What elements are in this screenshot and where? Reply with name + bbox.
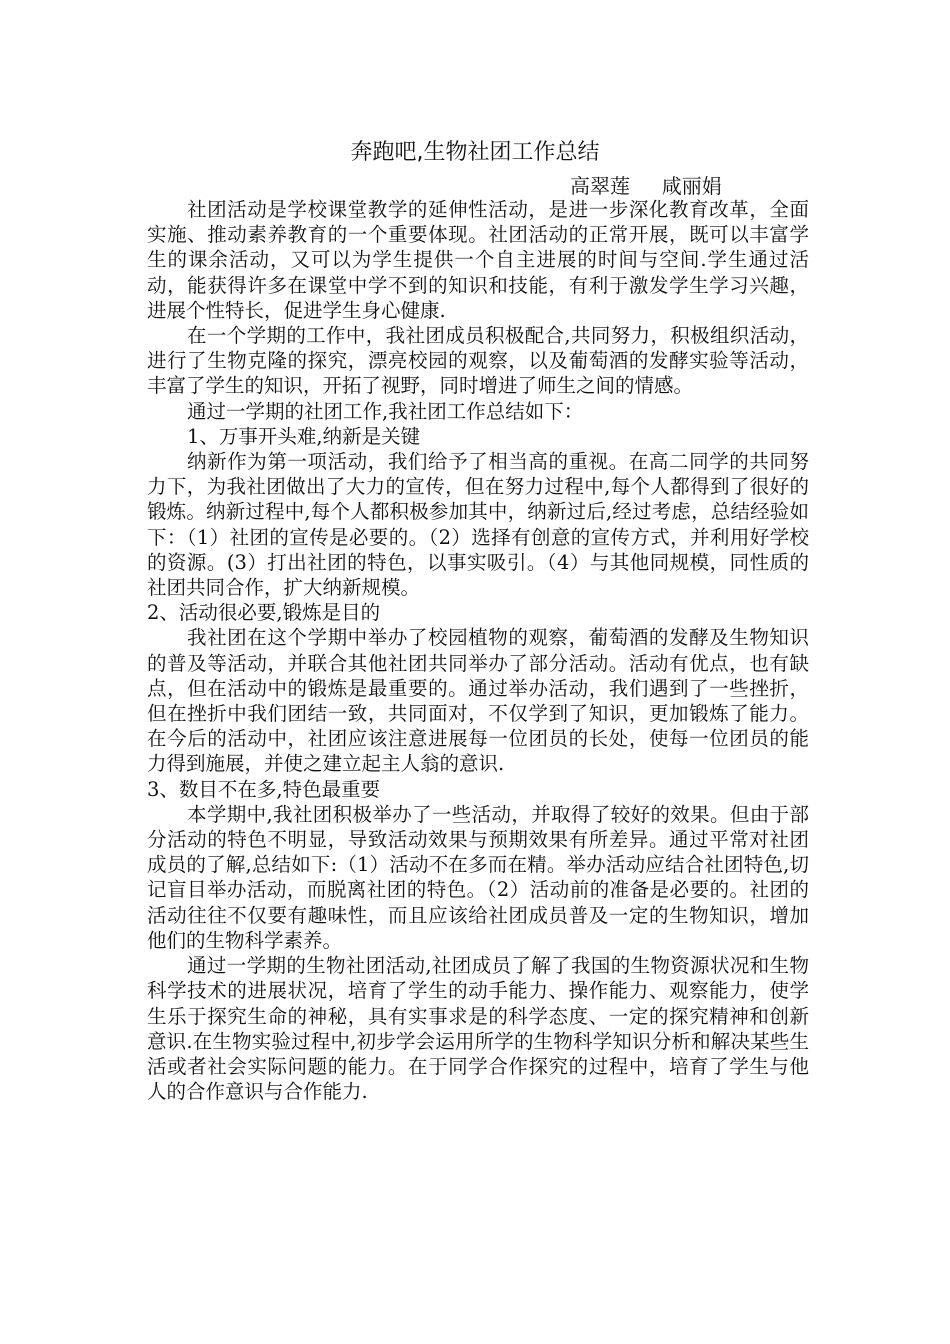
section-heading-1: 1、万事开头难,纳新是关键: [187, 424, 421, 448]
paragraph-recruitment: 纳新作为第一项活动，我们给予了相当高的重视。在高二同学的共同努力下，为我社团做出了大力的宣传，但在努力过程中,每个人都得到了很好的锻炼。纳新过程中,每个人都积极参加其中，纳新过后,经过考虑，总结经验如下：（1）社团的宣传是必要的。（2）选择有创意的宣传方式，并利用好学校的资源。(3）打出社团的特色，以事实吸引。（4）与其他同规模，同性质的社团共同合作，扩大纳新规模。: [147, 450, 809, 600]
document-authors: 高翠莲 咸丽娟: [570, 174, 722, 198]
document-title: 奔跑吧,生物社团工作总结: [350, 140, 600, 165]
paragraph-semester-work: 在一个学期的工作中，我社团成员积极配合,共同努力，积极组织活动，进行了生物克隆的探究，漂亮校园的观察，以及葡萄酒的发酵实验等活动，丰富了学生的知识，开拓了视野，同时增进了师生之间的情感。: [147, 324, 809, 398]
paragraph-summary-lead: 通过一学期的社团工作,我社团工作总结如下：: [187, 399, 584, 423]
section-heading-3: 3、数目不在多,特色最重要: [147, 777, 381, 801]
section-heading-2: 2、活动很必要,锻炼是目的: [147, 601, 381, 625]
document-body: [147, 197, 809, 1104]
paragraph-conclusion: 通过一学期的生物社团活动,社团成员了解了我国的生物资源状况和生物科学技术的进展状况，培育了学生的动手能力、操作能力、观察能力，使学生乐于探究生命的神秘，具有实事求是的科学态度、一定的探究精神和创新意识.在生物实验过程中,初步学会运用所学的生物科学知识分析和解决某些生活或者社会实际问题的能力。在于同学合作探究的过程中，培育了学生与他人的合作意识与合作能力.: [147, 954, 809, 1104]
paragraph-features: 本学期中,我社团积极举办了一些活动，并取得了较好的效果。但由于部分活动的特色不明显，导致活动效果与预期效果有所差异。通过平常对社团成员的了解,总结如下:（1）活动不在多而在精。举办活动应结合社团特色,切记盲目举办活动，而脱离社团的特色。（2）活动前的准备是必要的。社团的活动往往不仅要有趣味性，而且应该给社团成员普及一定的生物知识，增加他们的生物科学素养。: [147, 802, 809, 952]
paragraph-activities: 我社团在这个学期中举办了校园植物的观察，葡萄酒的发酵及生物知识的普及等活动，并联合其他社团共同举办了部分活动。活动有优点，也有缺点，但在活动中的锻炼是最重要的。通过举办活动，我们遇到了一些挫折，但在挫折中我们团结一致，共同面对，不仅学到了知识，更加锻炼了能力。在今后的活动中，社团应该注意进展每一位团员的长处，使每一位团员的能力得到施展，并使之建立起主人翁的意识.: [147, 626, 809, 776]
paragraph-intro: 社团活动是学校课堂教学的延伸性活动，是进一步深化教育改革，全面实施、推动素养教育的一个重要体现。社团活动的正常开展，既可以丰富学生的课余活动，又可以为学生提供一个自主进展的时间与空间.学生通过活动，能获得许多在课堂中学不到的知识和技能，有利于激发学生学习兴趣，进展个性特长，促进学生身心健康.: [147, 198, 809, 322]
